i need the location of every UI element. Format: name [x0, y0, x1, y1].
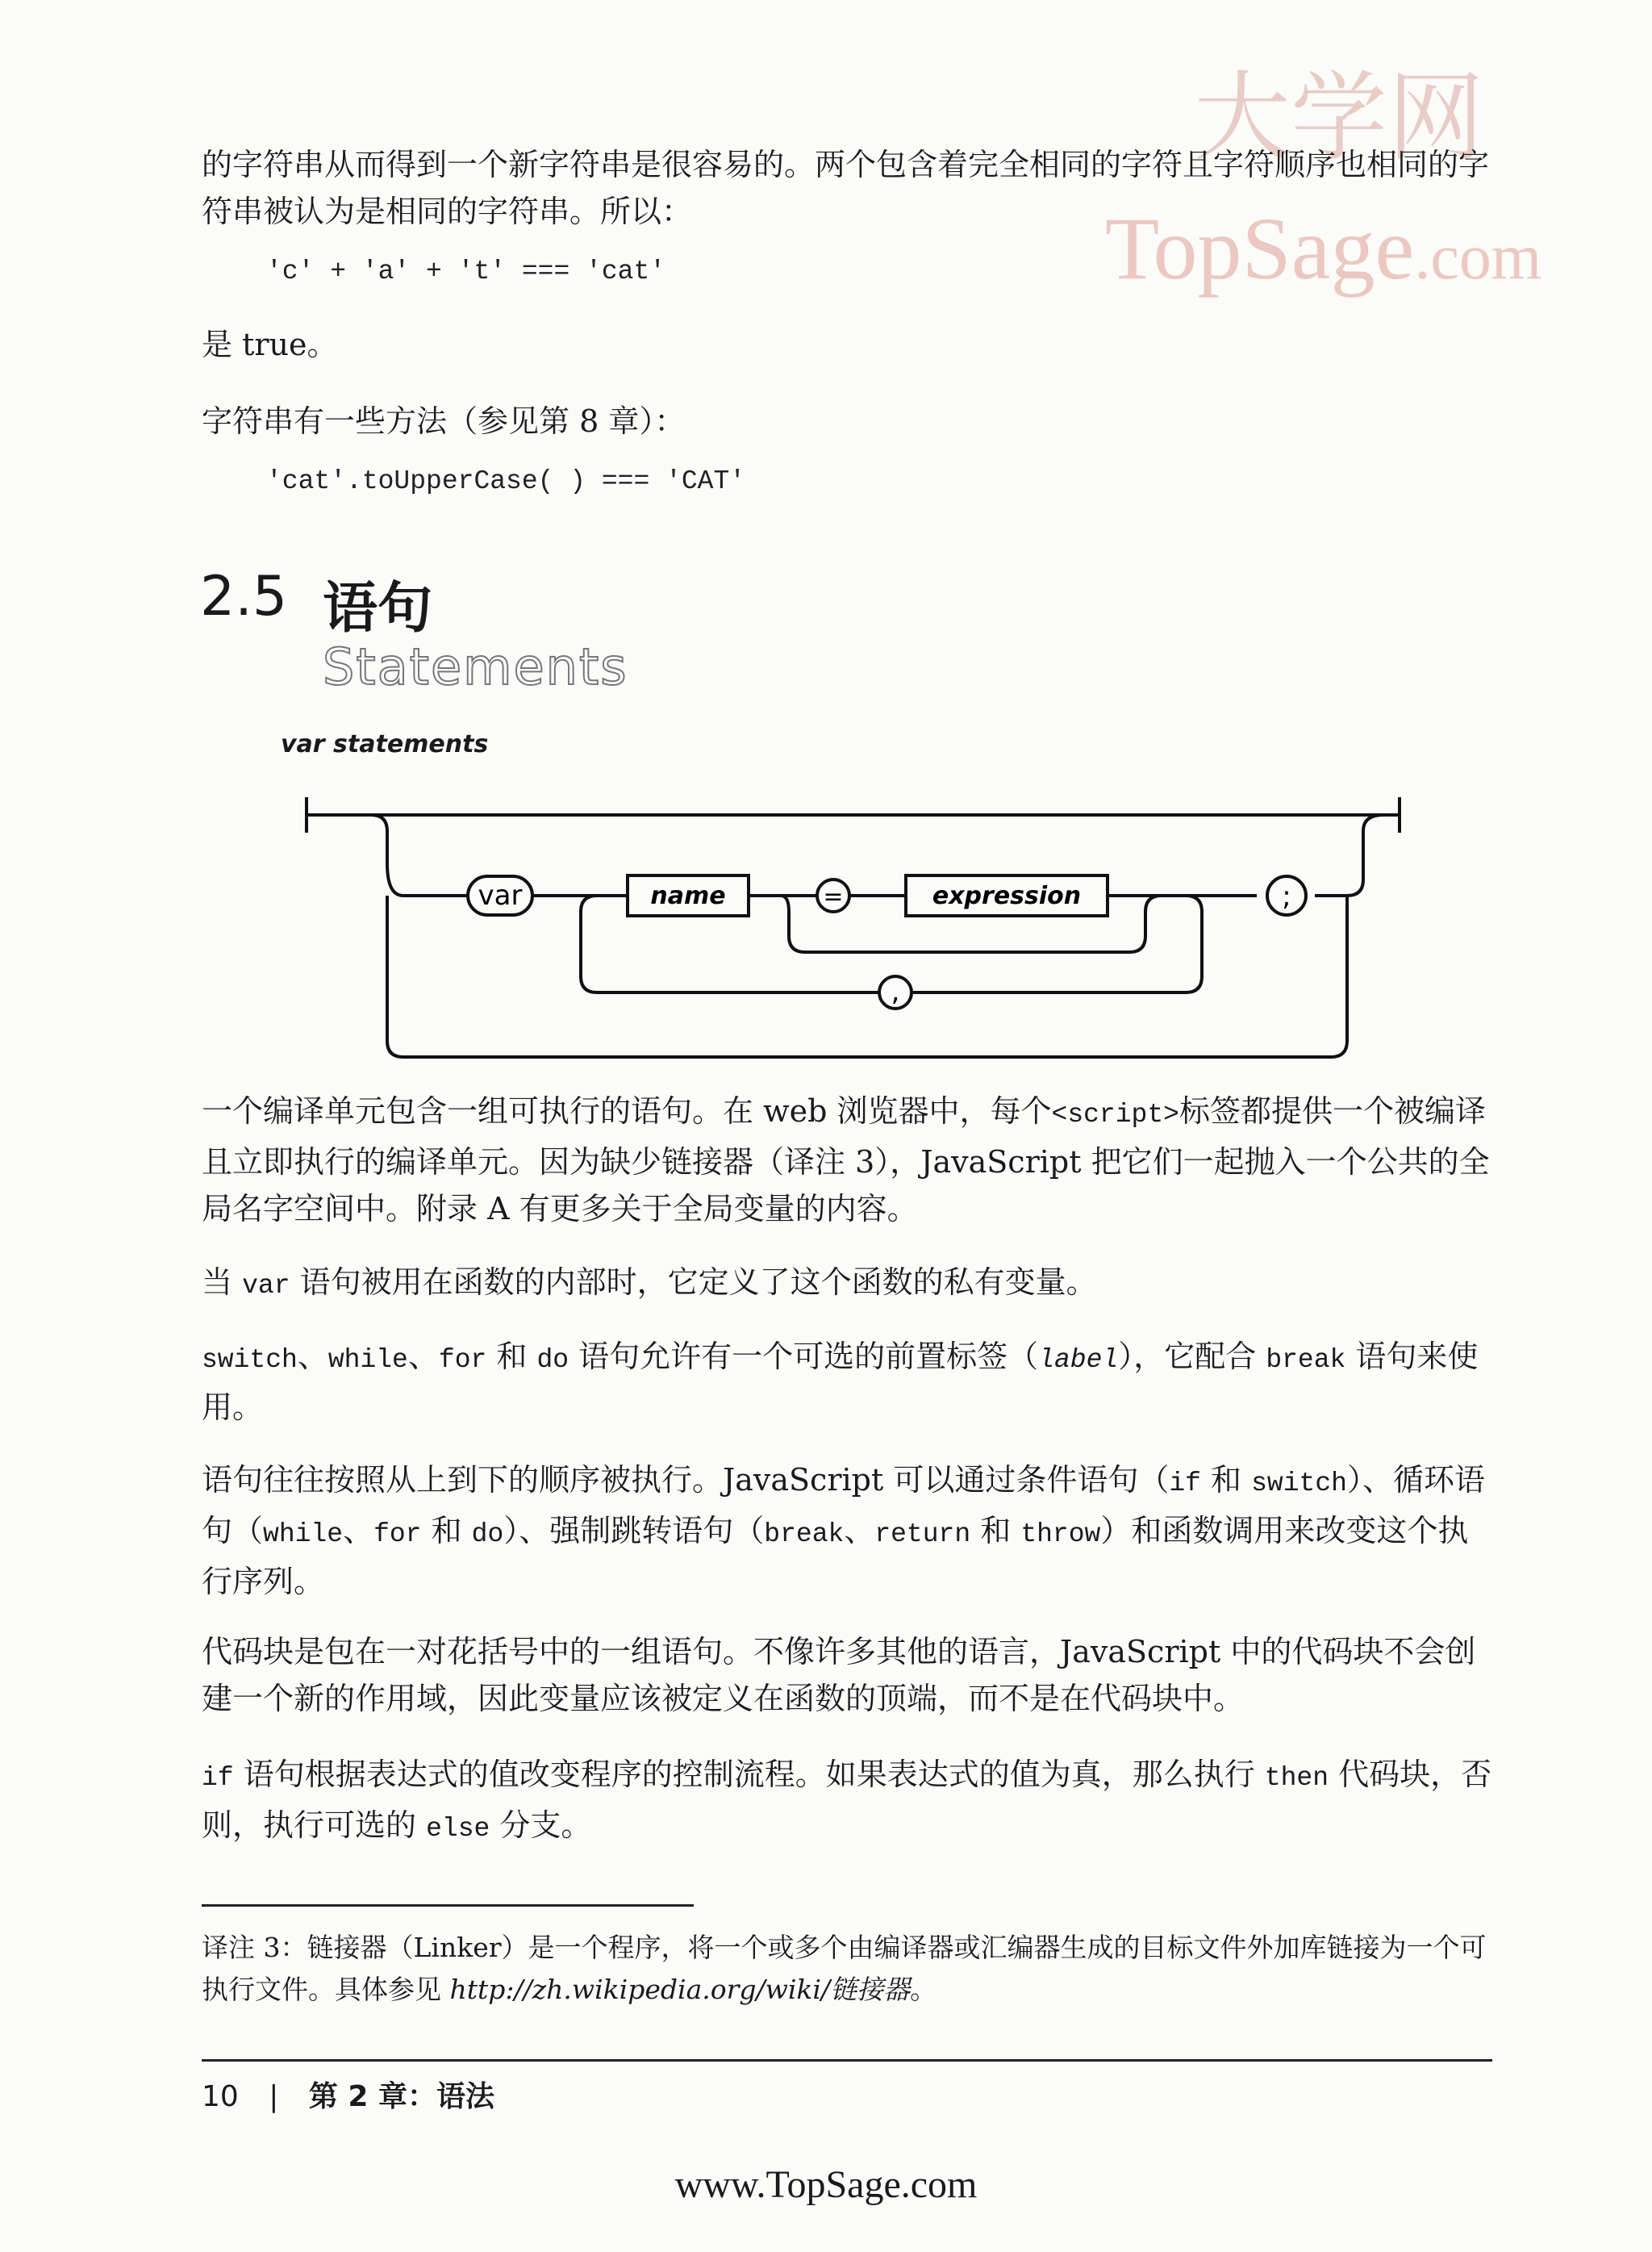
text-segment: 、: [297, 1339, 328, 1374]
chapter-title: 第 2 章：语法: [308, 2080, 494, 2113]
paragraph-labels: [202, 1333, 1492, 1431]
text-segment: 一个编译单元包含一组可执行的语句。在 web 浏览器中，每个: [202, 1093, 1052, 1129]
footer-rule: [202, 2059, 1492, 2062]
inline-code: break: [764, 1519, 845, 1549]
inline-code: for: [373, 1519, 422, 1549]
section-title: 语句: [323, 577, 433, 641]
footer-separator: |: [269, 2080, 279, 2113]
paragraph-string-methods: 字符串有一些方法（参见第 8 章）：: [202, 403, 686, 439]
paragraph-string-equality: 的字符串从而得到一个新字符串是很容易的。两个包含着完全相同的字符且字符顺序也相同的字符串被认为是相同的字符串。所以：: [202, 147, 1490, 229]
inline-code: return: [874, 1519, 971, 1549]
footnote-rule: [202, 1904, 694, 1907]
text-segment: 分支。: [490, 1807, 592, 1843]
section-subtitle: Statements: [323, 637, 628, 696]
name-nonterminal-text: name: [650, 882, 726, 910]
inline-code: switch: [202, 1345, 298, 1375]
code-example-uppercase: 'cat'.toUpperCase( ) === 'CAT': [266, 466, 746, 496]
text-segment: ）、循环语句（: [202, 1462, 1485, 1548]
site-url: www.TopSage.com: [674, 2163, 978, 2206]
inline-code: if: [202, 1763, 234, 1793]
text-segment: ）和函数调用来改变这个执行序列。: [202, 1513, 1469, 1599]
inline-code-script: <script>: [1051, 1100, 1179, 1130]
paragraph-if-statement: [202, 1751, 1492, 1853]
watermark-brand: TopSage: [1105, 199, 1415, 298]
inline-code: do: [536, 1345, 569, 1375]
semicolon-terminal-text: ;: [1282, 880, 1291, 913]
inline-code: while: [327, 1345, 408, 1375]
comma-terminal-text: ,: [891, 976, 900, 1008]
watermark-domain: .com: [1414, 222, 1542, 293]
inline-code-label: label: [1038, 1345, 1119, 1375]
inline-code: throw: [1020, 1519, 1101, 1549]
watermark-chinese: 大学网: [1194, 62, 1484, 174]
page-footer: [202, 2074, 494, 2115]
text-segment: 和: [421, 1513, 472, 1548]
text-segment: 语句允许有一个可选的前置标签（: [569, 1339, 1039, 1374]
footnote-end: 。: [910, 1974, 937, 2005]
var-terminal-text: var: [478, 879, 523, 912]
inline-code: break: [1266, 1345, 1346, 1375]
text-segment: 和: [970, 1513, 1021, 1548]
section-number: 2.5: [200, 565, 288, 629]
inline-code-var: var: [242, 1271, 290, 1301]
inline-code: if: [1169, 1469, 1201, 1498]
paragraph-code-blocks: 代码块是包在一对花括号中的一组语句。不像许多其他的语言，JavaScript 中的代码块不会创建一个新的作用域，因此变量应该被定义在函数的顶端，而不是在代码块中。: [202, 1634, 1476, 1716]
text-segment: 语句往往按照从上到下的顺序被执行。JavaScript 可以通过条件语句（: [202, 1462, 1170, 1498]
page-number: 10: [202, 2080, 239, 2113]
text-segment: 当: [202, 1264, 243, 1300]
text-segment: 、: [844, 1513, 875, 1548]
inline-code: then: [1264, 1763, 1329, 1793]
paragraph-var-private: [202, 1259, 1492, 1310]
inline-code: else: [426, 1814, 490, 1844]
text-segment: 、: [343, 1513, 374, 1548]
text-segment: 和: [1200, 1462, 1252, 1498]
inline-code: for: [438, 1345, 487, 1375]
text-segment: 语句根据表达式的值改变程序的控制流程。如果表达式的值为真，那么执行: [233, 1757, 1265, 1792]
text-segment: 标签都提供一个被编译且立即执行的编译单元。因为缺少链接器（译注 3），JavaScript 把它们一起抛入一个公共的全局名字空间中。附录 A 有更多关于全局变量的内容。: [202, 1093, 1490, 1226]
inline-code: while: [263, 1519, 344, 1549]
paragraph-is-true: 是 true。: [202, 327, 338, 362]
paragraph-compilation-unit: [202, 1088, 1492, 1232]
text-segment: ）、强制跳转语句（: [503, 1513, 765, 1548]
expression-nonterminal-text: expression: [932, 882, 1082, 910]
footnote-text: 链接器（Linker）是一个程序，将一个或多个由编译器或汇编器生成的目标文件外加库链接为一个可执行文件。具体参见: [202, 1932, 1487, 2005]
inline-code: switch: [1251, 1469, 1347, 1498]
footnote: [202, 1927, 1492, 2011]
footnote-label: 译注 3：: [202, 1932, 307, 1963]
text-segment: ），它配合: [1118, 1339, 1266, 1374]
text-segment: 语句被用在函数的内部时，它定义了这个函数的私有变量。: [290, 1264, 1097, 1300]
code-example-concat: 'c' + 'a' + 't' === 'cat': [266, 257, 666, 286]
inline-code: do: [471, 1519, 504, 1549]
text-segment: 和: [486, 1339, 537, 1374]
paragraph-execution-order: [202, 1456, 1492, 1605]
text-segment: 、: [407, 1339, 439, 1374]
equals-terminal-text: =: [823, 883, 844, 911]
diagram-label: var statements: [281, 730, 489, 758]
text-segment: 代码块，否则，执行可选的: [202, 1757, 1492, 1843]
text-segment: 语句来使用。: [202, 1339, 1479, 1425]
footnote-url: http://zh.wikipedia.org/wiki/链接器: [449, 1974, 911, 2005]
var-statement-diagram: [290, 783, 1420, 1065]
